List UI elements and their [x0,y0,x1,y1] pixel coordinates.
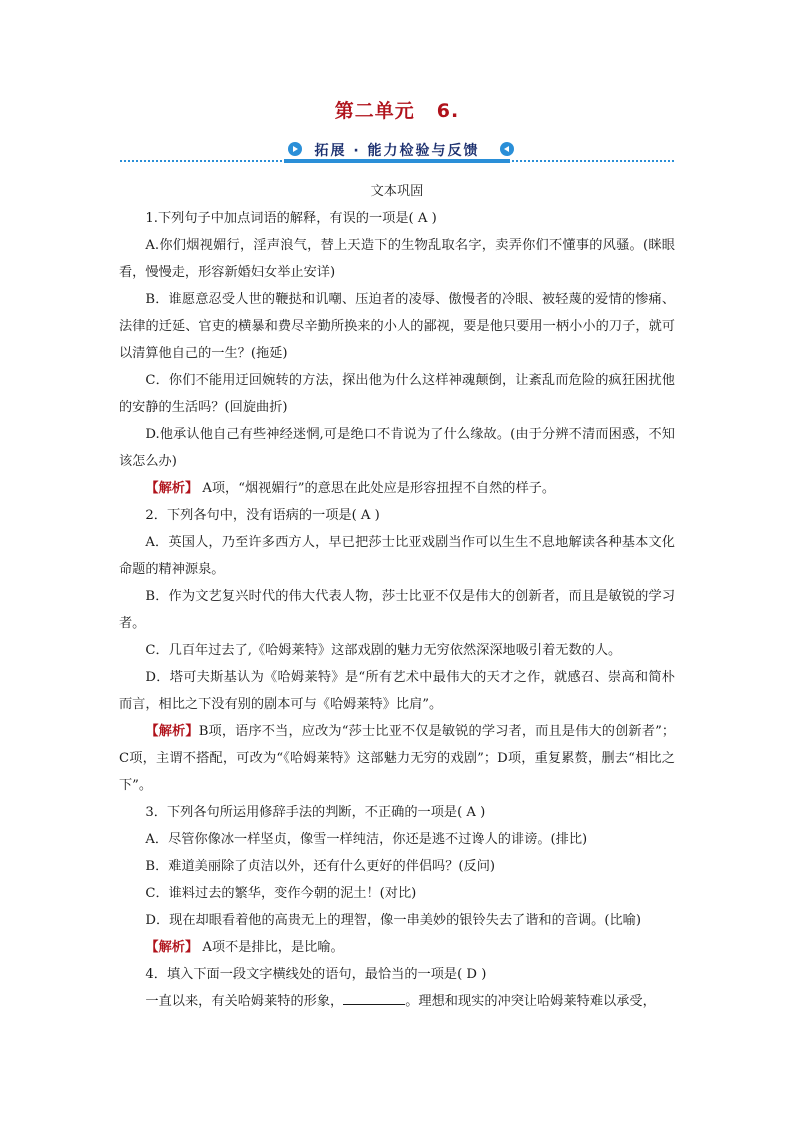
q2-stem: 2．下列各句中，没有语病的一项是( A ) [145,508,380,523]
fill-in-blank [343,990,405,1005]
q4-text-before: 一直以来，有关哈姆莱特的形象， [145,994,344,1009]
unit-name: 第二单元 [334,100,415,122]
q4-text-after: 。理想和现实的冲突让哈姆莱特难以承受， [405,994,656,1009]
q1-analysis [119,475,675,502]
analysis-label: 【解析】 [145,940,199,955]
q1-stem: 1.下列句子中加点词语的解释，有误的一项是( A ) [145,211,437,226]
q3-option-d: D．现在却眼看着他的高贵无上的理智，像一串美妙的银铃失去了谐和的音调。(比喻) [145,913,642,928]
q3-option-c: C．谁料过去的繁华，变作今朝的泥土！(对比) [145,886,417,901]
q1-option-c: C．你们不能用迂回婉转的方法，探出他为什么这样神魂颠倒，让紊乱而危险的疯狂困扰他的安静的生活吗？(回旋曲折) [119,373,675,415]
analysis-label: 【解析】 [145,724,199,739]
unit-title [0,96,794,123]
exercise-content [119,178,675,1015]
section-title: 文本巩固 [370,184,424,199]
q3-analysis [119,934,675,961]
analysis-label: 【解析】 [145,481,199,496]
q3-analysis-text: A项不是排比，是比喻。 [202,940,344,955]
q1-option-a: A.你们烟视媚行，淫声浪气，替上天造下的生物乱取名字，卖弄你们不懂事的风骚。(眯眼看，慢慢走，形容新婚妇女举止安详) [119,238,675,280]
q3-stem: 3．下列各句所运用修辞手法的判断，不正确的一项是( A ) [145,805,486,820]
q2-option-c: C．几百年过去了,《哈姆莱特》这部戏剧的魅力无穷依然深深地吸引着无数的人。 [145,643,622,658]
q2-analysis [119,718,675,799]
section-banner [120,136,674,166]
q2-analysis-text: B项，语序不当，应改为“莎士比亚不仅是敏锐的学习者，而且是伟大的创新者”；C项，主谓不搭配，可改为“《哈姆莱特》这部魅力无穷的戏剧”；D项，重复累赘，删去“相比之下”。 [119,724,676,793]
banner-title: 拓展 · 能力检验与反馈 [314,143,480,159]
q1-option-d: D.他承认他自己有些神经迷惘,可是绝口不肯说为了什么缘故。(由于分辨不清而困惑，不知该怎么办) [119,427,675,469]
q2-option-a: A．英国人，乃至许多西方人，早已把莎士比亚戏剧当作可以生生不息地解读各种基本文化命题的精神源泉。 [119,535,675,577]
q1-analysis-text: A项，“烟视媚行”的意思在此处应是形容扭捏不自然的样子。 [202,481,556,496]
lesson-number: 6. [436,100,460,122]
q4-passage [119,988,675,1015]
q4-stem: 4．填入下面一段文字横线处的语句，最恰当的一项是( D ) [145,967,487,982]
q3-option-a: A．尽管你像冰一样坚贞，像雪一样纯洁，你还是逃不过谗人的诽谤。(排比) [145,832,588,847]
q3-option-b: B．难道美丽除了贞洁以外，还有什么更好的伴侣吗？(反问) [145,859,496,874]
q2-option-d: D．塔可夫斯基认为《哈姆莱特》是“所有艺术中最伟大的天才之作，就感召、崇高和简朴而言，相比之下没有别的剧本可与《哈姆莱特》比肩”。 [119,670,675,712]
q1-option-b: B．谁愿意忍受人世的鞭挞和讥嘲、压迫者的凌辱、傲慢者的冷眼、被轻蔑的爱情的惨痛、法律的迁延、官吏的横暴和费尽辛勤所换来的小人的鄙视，要是他只要用一柄小小的刀子，就可以清算他自己的一生？(拖延) [119,292,675,361]
q2-option-b: B．作为文艺复兴时代的伟大代表人物，莎士比亚不仅是伟大的创新者，而且是敏锐的学习者。 [119,589,675,631]
